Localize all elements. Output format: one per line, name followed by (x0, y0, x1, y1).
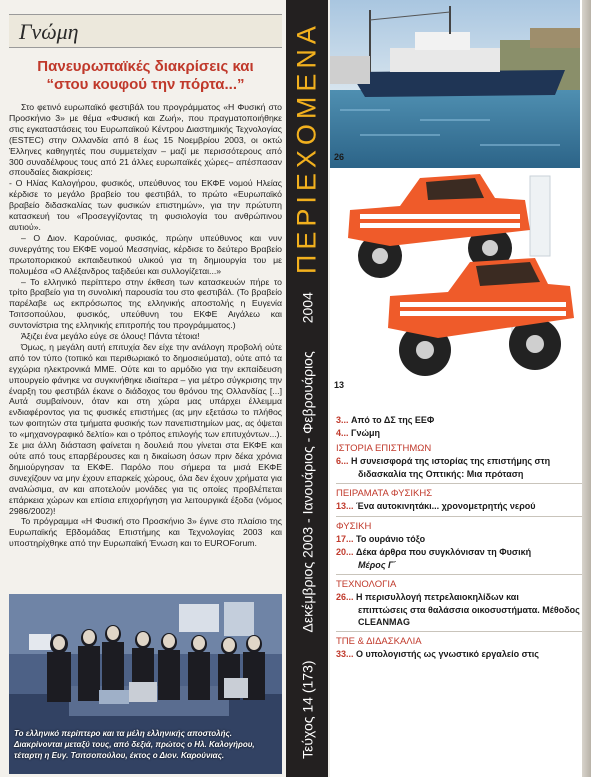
heading-line-1: Πανευρωπαϊκές διακρίσεις και (37, 58, 254, 75)
article-heading (9, 58, 282, 94)
paragraph: – Ο Διον. Καρούνιας, φυσικός, πρώην υπεύθυνος και νυν συνεργάτης του ΕΚΦΕ νομού Μεσσηνίας, κέρδισε το δεύτερο Βραβείο πρωτοποριακού εκπαιδευτικού υλικού για τη δημιουργία του με πολυμέσα «Ο Αλέξανδρος ταξιδεύει και συλλογίζεται...» (9, 232, 282, 276)
harbor-photo-illustration (330, 0, 580, 168)
page-edge-shadow (582, 0, 591, 777)
toc-entry[interactable]: 26... Η περισυλλογή πετρελαιοκηλίδων και (336, 592, 519, 602)
paragraph: Όμως, η μεγάλη αυτή επιτυχία δεν είχε την ανάλογη προβολή ούτε από τον τύπο (τοπικό και περιθωριακό το δημοσιεύματα), ούτε από τα εγχώρια ηλεκτρονικά ΜΜΕ. Ούτε και το αρμόδιο για την εκπαίδευση υπουργείο φάνηκε να συγκινήθηκε ιδιαίτερα – για μέτρο σύγκρισης την έναρξη του φεστιβάλ έκανε ο διάδοχος του θρόνου της Ολλανδίας [...] Αυτά συμβαίνουν, όταν και στη χώρα μας υπάρχει έλλειμμα ενδιαφέροντος για τις φυσικές επιστήμες (ας μην εξετάσω το πλήθος των φοιτητών στα τμήματα φυσικής των πανεπιστημίων μας, ας όψεται το «μηχανογραφικό δελτίο» και ο τρόπος επιλογής των επιτυχόντων...). Σε μια άλλη διάσταση φαίνεται η δουλειά που γίνεται στα ΕΚΦΕ και ούτε από τους επαρβέρουσες και η δικαίωση όσων πριν δέκα χρόνια δημιούργησαν τα ΕΚΦΕ. Παρόλο που σήμερα τα μισά ΕΚΦΕ συνεχίζουν να μην έχουν επαρκείς χώρους, όλα δεν έχουν χρήματα για αναλώσιμα, αν και αποτελούν μονάδες για τις οποίες προβλέπεται επάρκεια χώρων και επίσια επιχορήγηση για λειτουργικά έξοδα (νόμος 2986/2002)! (9, 341, 282, 516)
image-page-number: 26 (334, 152, 345, 162)
toc-entry-continuation: διδασκαλία της Οπτικής: Μια πρόταση (358, 469, 524, 479)
harbor-photo (330, 0, 580, 168)
toy-trucks-illustration (330, 168, 580, 396)
heading-line-2: “στου κουφού την πόρτα...” (46, 76, 245, 93)
toc-section-heading: ΤΠΕ & ΔΙΔΑΣΚΑΛΙΑ (336, 636, 422, 647)
image-page-number: 13 (334, 380, 345, 390)
toc-divider (336, 516, 582, 517)
toc-entry[interactable]: 20... Δέκα άρθρα που συγκλόνισαν τη Φυσική (336, 547, 532, 557)
toc-entry-continuation: επιπτώσεις στα θαλάσσια οικοσυστήματα. Μέθοδος (358, 605, 580, 615)
toc-divider (336, 631, 582, 632)
issue-year: 2004 (299, 292, 315, 324)
toc-section-heading: ΦΥΣΙΚΗ (336, 521, 372, 532)
toc-divider (336, 483, 582, 484)
section-header-box (9, 14, 282, 48)
paragraph: Το πρόγραμμα «Η Φυσική στο Προσκήνιο 3» έγινε στο πλαίσιο της Ευρωπαϊκής Εβδομάδας Επιστήμης και Τεχνολογίας 2003 και υποστηρίχθηκε από την Ευρωπαϊκή Ένωση και το EUROForum. (9, 516, 282, 549)
article-body (9, 102, 282, 588)
paragraph: - Ο Ηλίας Καλογήρου, φυσικός, υπεύθυνος του ΕΚΦΕ νομού Ηλείας κέρδισε το μεγάλο βραβείο του φεστιβάλ, το πρώτο «Ευρωπαϊκό βραβείο διδασκαλίας των φυσικών επιστημών», για την πρώτυπη κατασκευή του «Προσεγγίζοντας τη φυσιολογία του ανθρώπινου αυτιού». (9, 178, 282, 232)
group-photo (9, 594, 282, 774)
spine-bar (286, 0, 328, 777)
toc-entry[interactable]: 6... Η συνεισφορά της ιστορίας της επιστήμης στη (336, 456, 551, 466)
paragraph: Άξιζει ένα μεγάλο εύγε σε όλους! Πάντα τέτοια! (21, 331, 200, 342)
toc-section-heading: ΤΕΧΝΟΛΟΓΙΑ (336, 579, 397, 590)
toc-entry[interactable]: 4... Γνώμη (336, 428, 381, 438)
table-of-contents (336, 414, 582, 661)
issue-number: Τεύχος 14 (173) (299, 660, 315, 759)
contents-title: ΠΕΡΙΕΧΟΜΕΝΑ (291, 21, 322, 275)
toc-divider (336, 574, 582, 575)
toc-entry-continuation: CLEANMAG (358, 617, 410, 627)
toc-entry[interactable]: 3... Από το ΔΣ της ΕΕΦ (336, 415, 435, 425)
toc-section-heading: ΙΣΤΟΡΙΑ ΕΠΙΣΤΗΜΩΝ (336, 443, 432, 454)
toy-trucks-photo (330, 168, 580, 396)
section-label: Γνώμη (19, 19, 79, 44)
editorial-column (9, 8, 282, 770)
toc-entry[interactable]: 13... Ένα αυτοκινητάκι... χρονομετρητής νερού (336, 501, 536, 511)
spine-text (292, 21, 323, 759)
toc-entry[interactable]: 33... Ο υπολογιστής ως γνωστικό εργαλείο στις (336, 649, 539, 659)
toc-entry[interactable]: 17... Το ουράνιο τόξο (336, 534, 426, 544)
contents-column (330, 0, 591, 777)
toc-entry-subtitle: Μέρος Γ΄ (358, 560, 397, 570)
paragraph: – Το ελληνικό περίπτερο στην έκθεση των κατασκευών πήρε το τρίτο βραβείο για τη συνολική παρουσία του στο φεστιβάλ. (Το βραβείο παρέλαβε ως εκπρόσωπος της ελληνικής αποστολής η Ευγενία Τσιτσοπούλου, φυσικός, υπεύθυνη του ΕΚΦΕ Αιγάλεω και συντονίστρια της ελληνικής επιτροπής του προγράμματος.) (9, 276, 282, 331)
paragraph: Στο φετινό ευρωπαϊκό φεστιβάλ του προγράμματος «Η Φυσική στο Προσκήνιο 3» με θέμα «Φυσική και Ζωή», που πραγματοποιήθηκε στις εγκαταστάσεις του Ευρωπαϊκού Κέντρου Διαστημικής Τεχνολογίας (ESTEC) στην Ολλανδία από 8 έως 15 Νοεμβρίου 2003, οι οκτώ Έλληνες καθηγητές που συμμετείχαν – μαζί με περισσότερους από 300 συναδέλφους τους από 21 άλλες ευρωπαϊκές χώρες– απέσπασαν σπουδαίες διακρίσεις: (9, 102, 282, 178)
toc-section-heading: ΠΕΙΡΑΜΑΤΑ ΦΥΣΙΚΗΣ (336, 488, 433, 499)
issue-dates: Δεκέμβριος 2003 - Ιανουάριος - Φεβρουάριος (299, 351, 315, 633)
photo-caption: Το ελληνικό περίπτερο και τα μέλη ελληνικής αποστολής. Διακρίνονται μεταξύ τους, από δεξιά, πρώτος ο Ηλ. Καλογήρου, τέταρτη η Ευγ. Τσιτσοπούλου, έκτος ο Διον. Καρούνιας. (14, 729, 255, 760)
